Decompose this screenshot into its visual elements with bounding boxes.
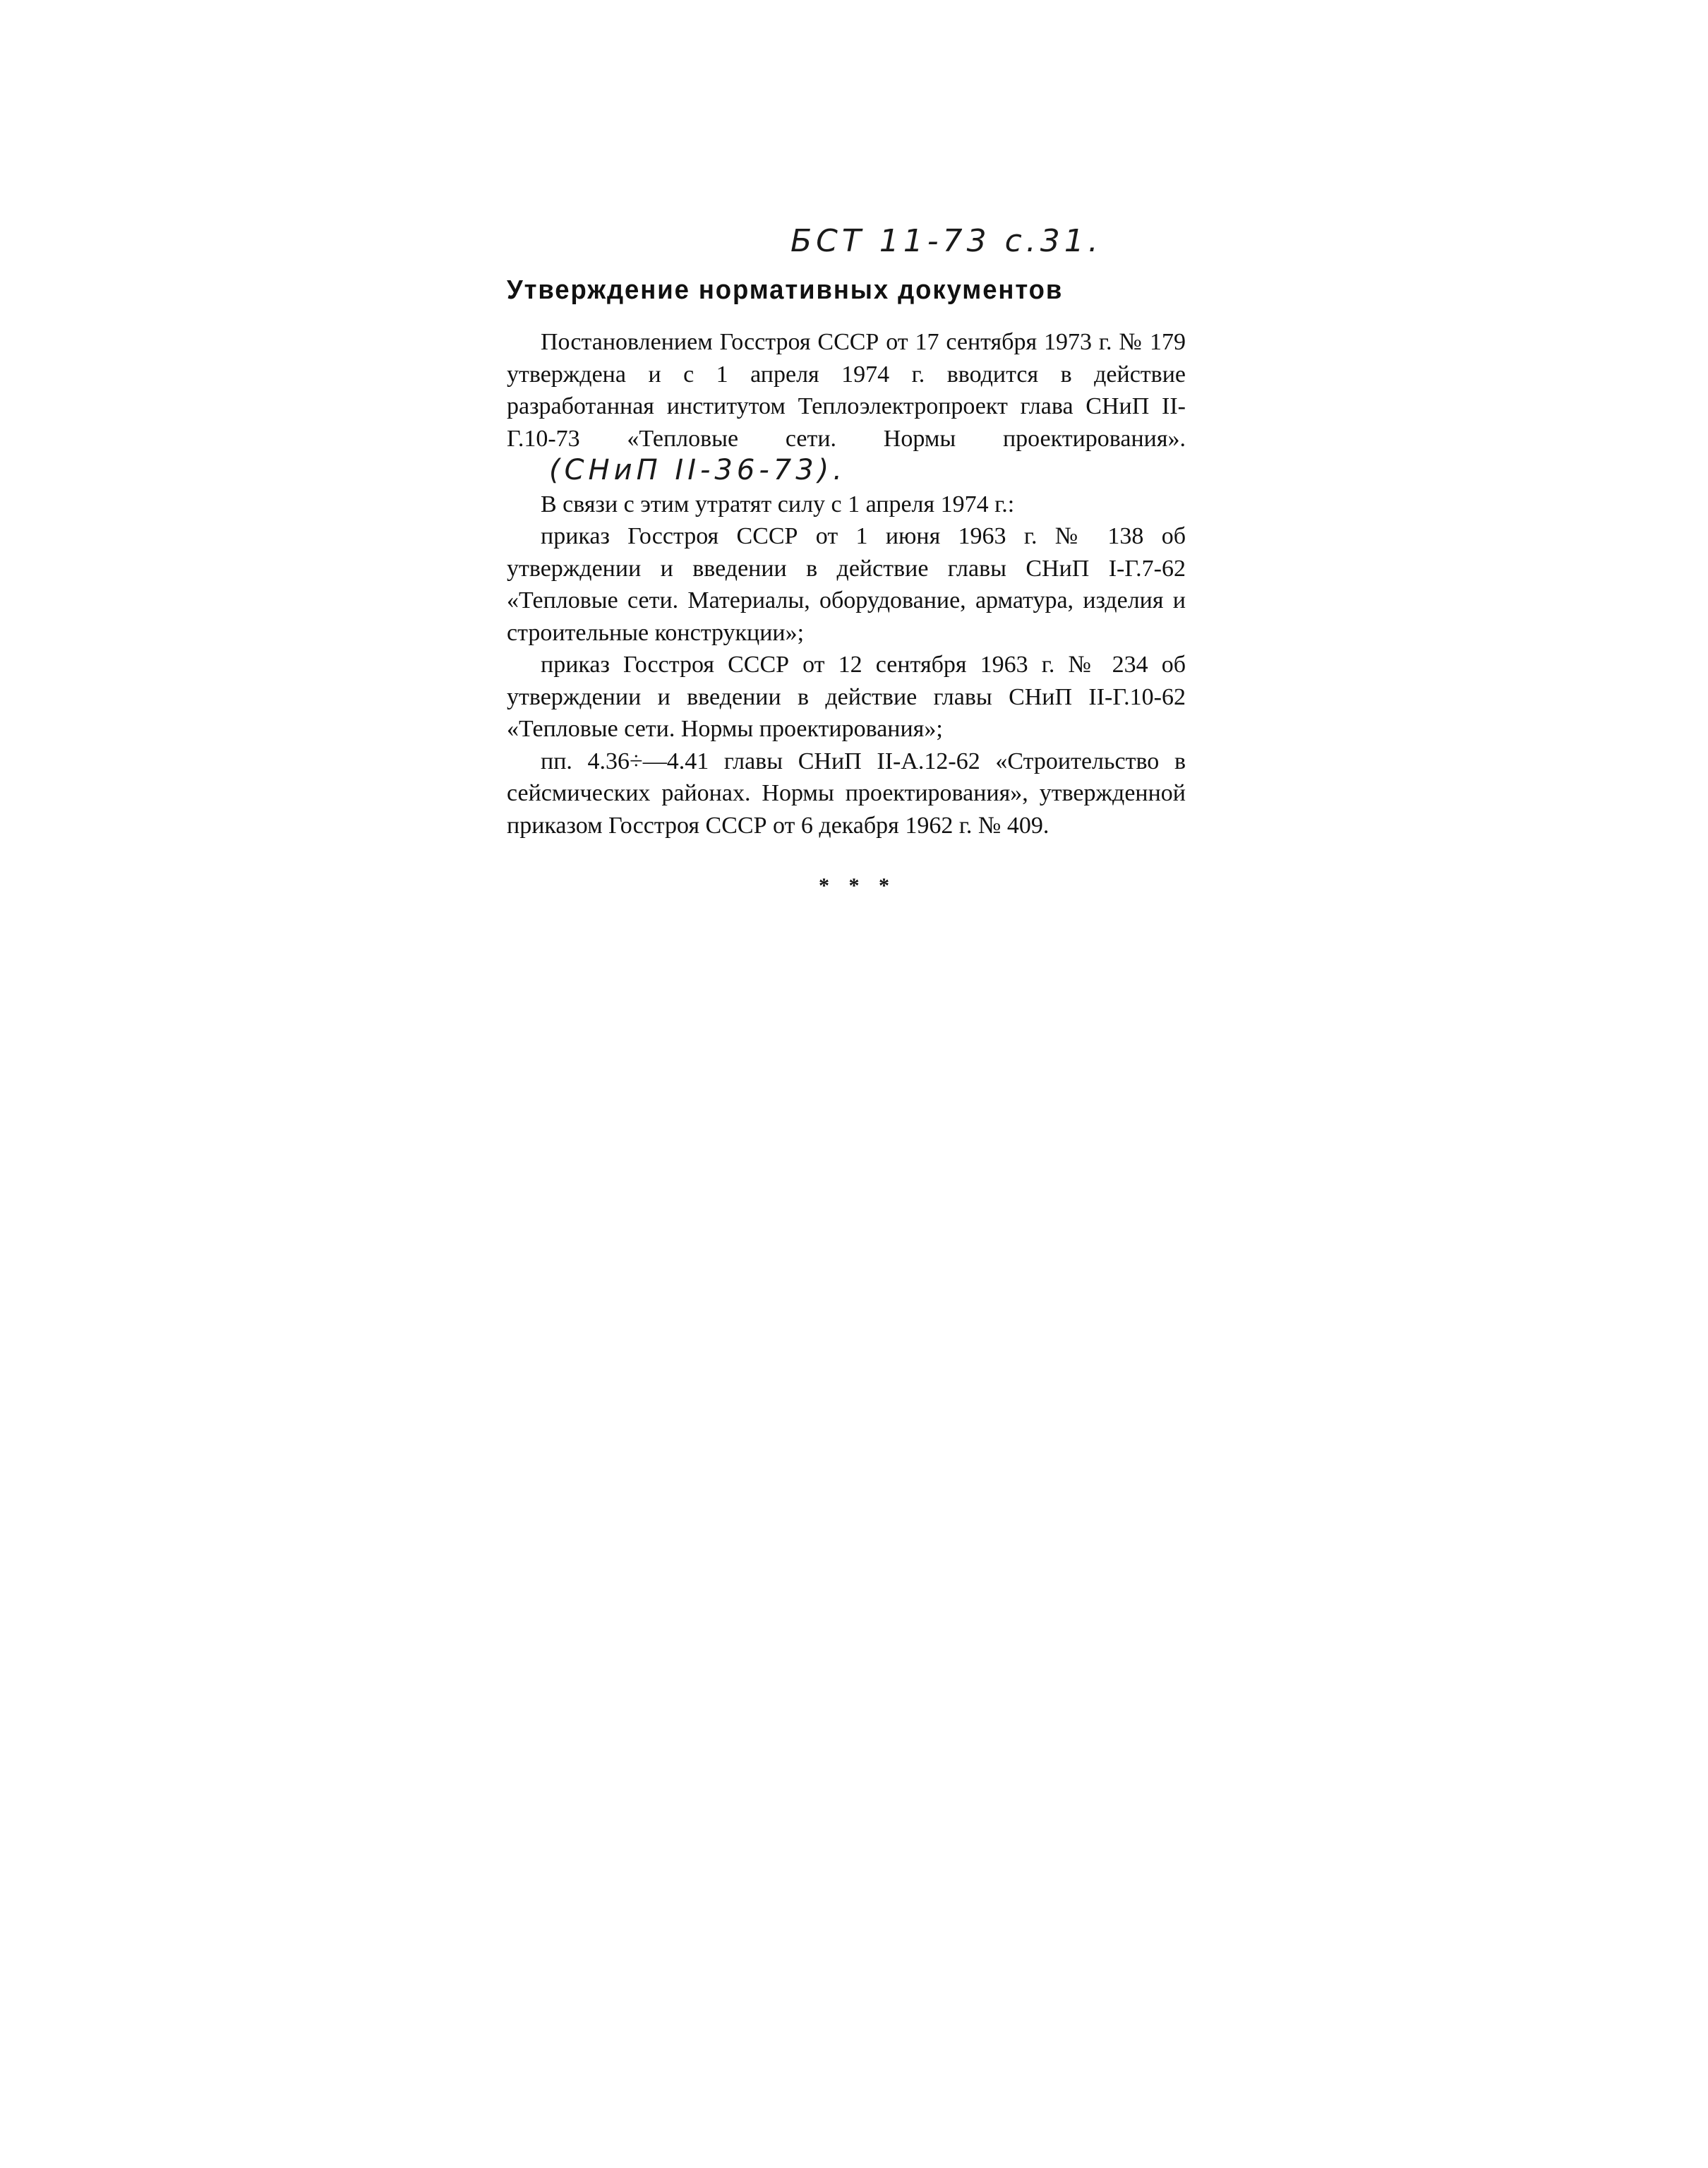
paragraph-invalidation-intro: В связи с этим утратят силу с 1 апреля 1974 г.: xyxy=(541,491,1015,517)
handwritten-snip-note: (СНиП II-36-73). xyxy=(549,454,846,486)
document-title: Утверждение нормативных документов xyxy=(507,275,1064,305)
paragraph-resolution-text: Постановлением Госстроя СССР от 17 сентября 1973 г. № 179 утверждена и с 1 апреля 1974 г. вводится в действие разработанная институтом Теплоэлектропроект глава СНиП II-Г.10-73 «Тепловые сети. Нормы проектирования». xyxy=(507,329,1186,452)
paragraph-order-234: приказ Госстроя СССР от 12 сентября 1963 г. № 234 об утверждении и введении в действие главы СНиП II-Г.10-62 «Тепловые сети. Нормы проектирования»; xyxy=(507,652,1186,742)
document-body xyxy=(507,326,1186,842)
paragraph-resolution xyxy=(507,326,1186,489)
paragraph-seismic-clauses: пп. 4.36÷—4.41 главы СНиП II-А.12-62 «Строительство в сейсмических районах. Нормы проектирования», утвержденной приказом Госстроя СССР от 6 декабря 1962 г. № 409. xyxy=(507,748,1186,839)
paragraph-order-138: приказ Госстроя СССР от 1 июня 1963 г. № 138 об утверждении и введении в действие главы СНиП I-Г.7-62 «Тепловые сети. Материалы, оборудование, арматура, изделия и строительные конструкции»; xyxy=(507,523,1186,646)
section-separator: * * * xyxy=(819,874,896,897)
handwritten-reference-note: БСТ 11-73 с.31. xyxy=(790,223,1102,259)
